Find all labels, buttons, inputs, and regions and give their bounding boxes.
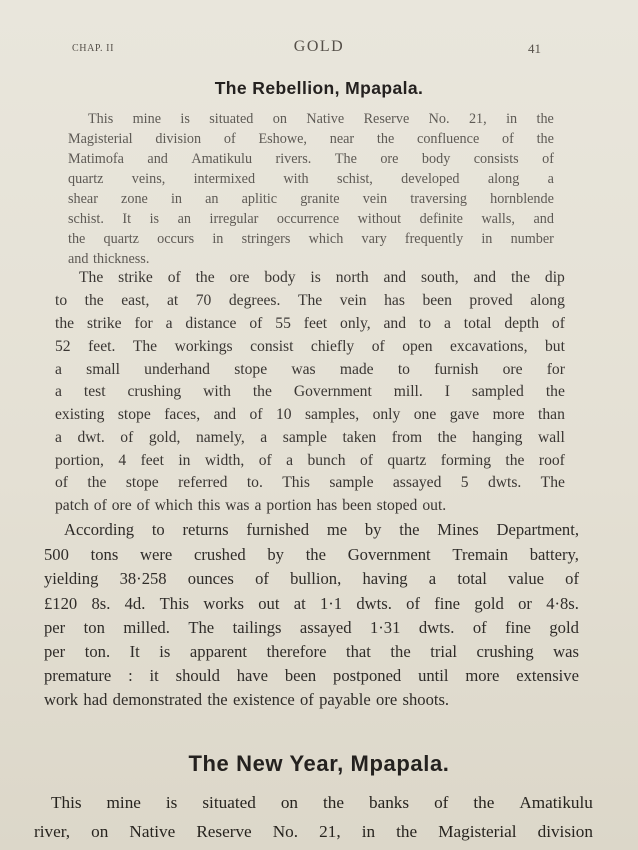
text-line: the quartz occurs in stringers which vary frequently in number	[68, 231, 554, 247]
text-line: a test crushing with the Government mill. I sampled the	[55, 383, 565, 400]
text-line: a dwt. of gold, namely, a sample taken from the hanging wall	[55, 429, 565, 446]
text-line: £120 8s. 4d. This works out at 1·1 dwts. of fine gold or 4·8s.	[44, 594, 579, 613]
text-line: schist. It is an irregular occurrence without definite walls, and	[68, 211, 554, 227]
page-number: 41	[528, 41, 541, 56]
section-heading-rebellion: The Rebellion, Mpapala.	[214, 78, 424, 98]
text-line: per ton milled. The tailings assayed 1·31 dwts. of fine gold	[44, 618, 579, 637]
section-heading-new-year: The New Year, Mpapala.	[188, 751, 450, 776]
text-line: The strike of the ore body is north and south, and the dip	[79, 269, 565, 286]
text-line: of the stope referred to. This sample assayed 5 dwts. The	[55, 474, 565, 491]
text-line: and thickness.	[68, 251, 150, 267]
text-line: According to returns furnished me by the Mines Department,	[64, 520, 579, 539]
chapter-label: CHAP. II	[72, 43, 115, 54]
text-line: a small underhand stope was made to furnish ore for	[55, 361, 565, 378]
text-line: work had demonstrated the existence of payable ore shoots.	[44, 690, 450, 709]
text-line: per ton. It is apparent therefore that the trial crushing was	[44, 642, 579, 661]
text-line: shear zone in an aplitic granite vein traversing hornblende	[68, 191, 554, 207]
text-line: portion, 4 feet in width, of a bunch of quartz forming the roof	[55, 452, 565, 469]
text-line: 500 tons were crushed by the Government Tremain battery,	[44, 545, 579, 564]
text-line: the strike for a distance of 55 feet only, and to a total depth of	[55, 315, 565, 332]
running-title: GOLD	[293, 38, 345, 55]
text-line: to the east, at 70 degrees. The vein has been proved along	[55, 292, 565, 309]
text-line: 52 feet. The workings consist chiefly of open excavations, but	[55, 338, 565, 355]
text-line: This mine is situated on Native Reserve No. 21, in the	[88, 111, 554, 127]
text-line: Magisterial division of Eshowe, near the confluence of the	[68, 131, 554, 147]
text-line: existing stope faces, and of 10 samples, only one gave more than	[55, 406, 565, 423]
text-line: river, on Native Reserve No. 21, in the Magisterial division	[34, 822, 593, 841]
text-line: quartz veins, intermixed with schist, developed along a	[68, 171, 554, 187]
text-line: Matimofa and Amatikulu rivers. The ore body consists of	[68, 151, 554, 167]
text-line: yielding 38·258 ounces of bullion, having a total value of	[44, 569, 579, 588]
text-line: This mine is situated on the banks of the Amatikulu	[51, 793, 593, 812]
text-line: patch of ore of which this was a portion has been stoped out.	[55, 497, 447, 514]
text-line: premature : it should have been postponed until more extensive	[44, 666, 579, 685]
